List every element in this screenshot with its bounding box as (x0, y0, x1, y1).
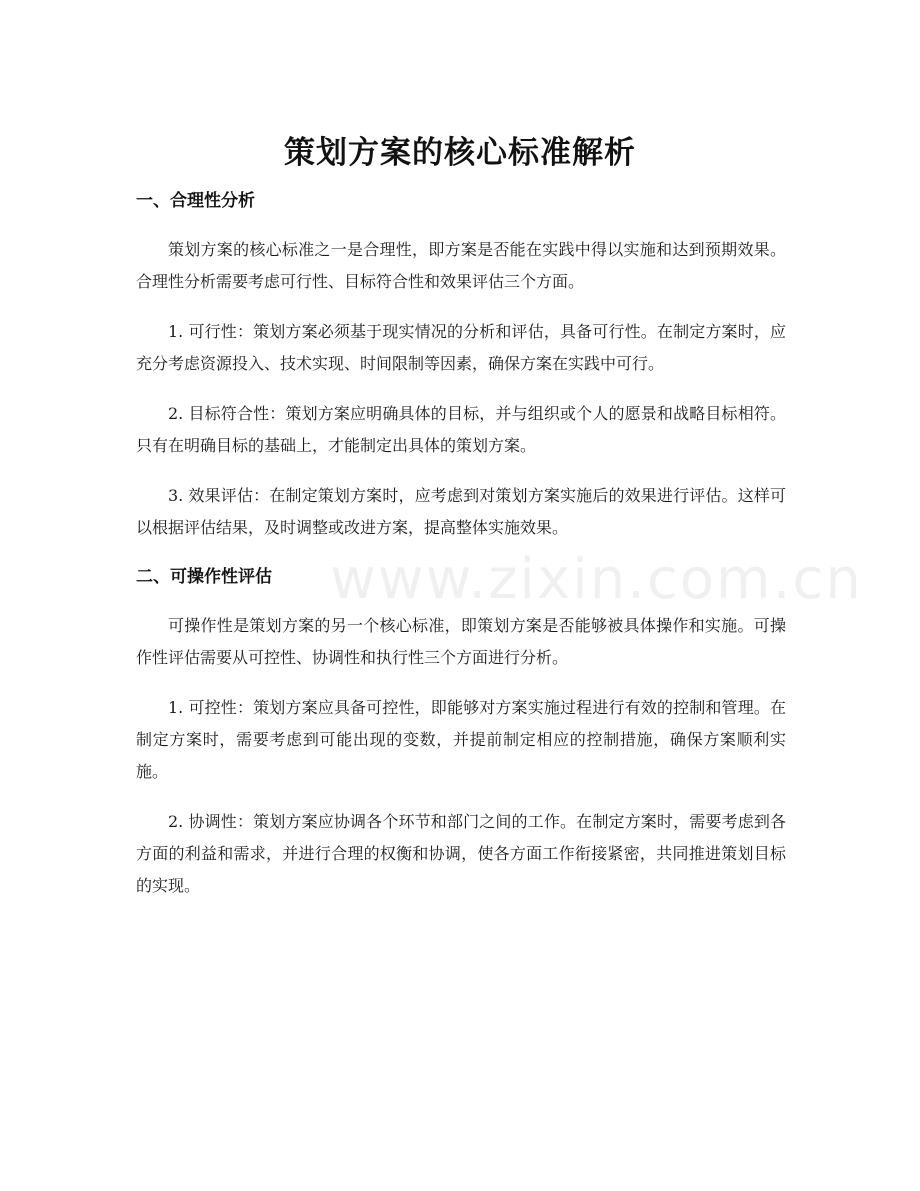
paragraph: 3. 效果评估：在制定策划方案时，应考虑到对策划方案实施后的效果进行评估。这样可以根据评估结果，及时调整或改进方案，提高整体实施效果。 (136, 486, 786, 537)
document-title: 策划方案的核心标准解析 (284, 134, 636, 171)
document-body (136, 186, 786, 920)
paragraph: 策划方案的核心标准之一是合理性，即方案是否能在实践中得以实施和达到预期效果。合理性分析需要考虑可行性、目标符合性和效果评估三个方面。 (136, 240, 786, 291)
paragraph: 1. 可控性：策划方案应具备可控性，即能够对方案实施过程进行有效的控制和管理。在制定方案时，需要考虑到可能出现的变数，并提前制定相应的控制措施，确保方案顺利实施。 (136, 698, 786, 781)
paragraph: 2. 协调性：策划方案应协调各个环节和部门之间的工作。在制定方案时，需要考虑到各方面的利益和需求，并进行合理的权衡和协调，使各方面工作衔接紧密，共同推进策划目标的实现。 (136, 812, 786, 895)
paragraph: 2. 目标符合性：策划方案应明确具体的目标，并与组织或个人的愿景和战略目标相符。只有在明确目标的基础上，才能制定出具体的策划方案。 (136, 404, 786, 455)
paragraph: 可操作性是策划方案的另一个核心标准，即策划方案是否能够被具体操作和实施。可操作性评估需要从可控性、协调性和执行性三个方面进行分析。 (136, 616, 786, 667)
watermark: www.zixin.com.cn (330, 547, 863, 612)
paragraph: 1. 可行性：策划方案必须基于现实情况的分析和评估，具备可行性。在制定方案时，应充分考虑资源投入、技术实现、时间限制等因素，确保方案在实践中可行。 (136, 322, 786, 373)
section-heading-operability: 二、可操作性评估 (136, 567, 272, 587)
section-heading-rationality: 一、合理性分析 (136, 191, 255, 211)
